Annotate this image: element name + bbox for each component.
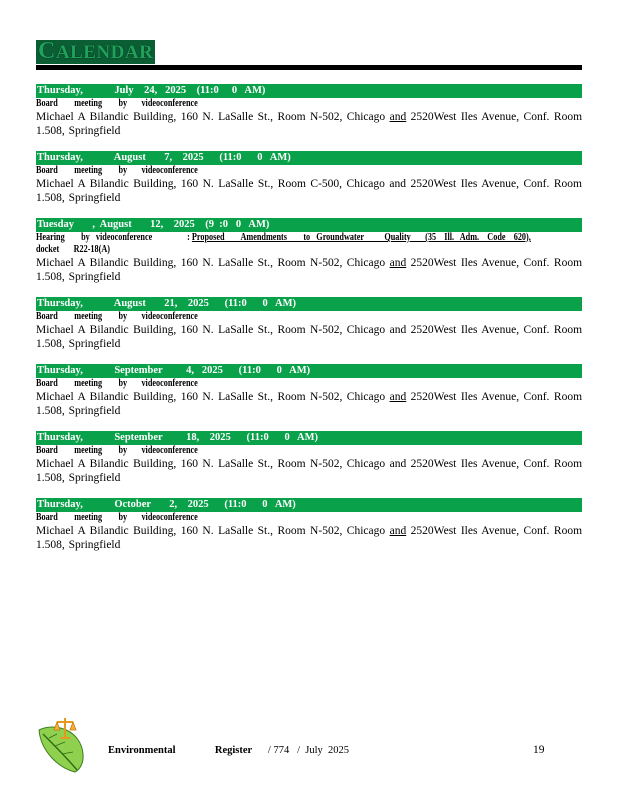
entry-type: Board meeting by videoconference	[36, 378, 198, 389]
entry-date-bar: Thursday, October 2, 2025 (11:0 0 AM)	[36, 498, 582, 512]
hearing-subject-link[interactable]: Proposed Amendments to Groundwater Quality (35 Ill. Adm. Code 620),	[191, 232, 531, 243]
entry-date-bar: Thursday, August 21, 2025 (11:0 0 AM)	[36, 297, 582, 311]
entry-location: Michael A Bilandic Building, 160 N. LaSalle St., Room N-502, Chicago and 2520West Iles Avenue, Conf. Room 1.508, Springfield	[36, 324, 583, 350]
entry-type: Board meeting by videoconference	[36, 512, 198, 523]
entry-location: Michael A Bilandic Building, 160 N. LaSalle St., Room N-502, Chicago and 2520West Iles Avenue, Conf. Room 1.508, Springfield	[36, 458, 583, 484]
entry-location: Michael A Bilandic Building, 160 N. LaSalle St., Room C-500, Chicago and 2520West Iles Avenue, Conf. Room 1.508, Springfield	[36, 178, 582, 204]
calendar-list	[36, 84, 582, 565]
entry-date-bar: Tuesday , August 12, 2025 (9 :0 0 AM)	[36, 218, 582, 232]
entry-date-bar: Thursday, September 18, 2025 (11:0 0 AM)	[36, 431, 582, 445]
title-rule	[36, 65, 582, 70]
calendar-entry	[36, 84, 582, 138]
entry-location: Michael A Bilandic Building, 160 N. LaSalle St., Room N-502, Chicago and 2520West Iles Avenue, Conf. Room 1.508, Springfield	[36, 391, 583, 417]
entry-type: Board meeting by videoconference	[36, 445, 198, 456]
entry-location: Michael A Bilandic Building, 160 N. LaSalle St., Room N-502, Chicago and 2520West Iles Avenue, Conf. Room 1.508, Springfield	[36, 257, 583, 283]
leaf-scales-logo-icon	[35, 716, 87, 774]
entry-type: Board meeting by videoconference	[36, 165, 198, 176]
page-title: CALENDAR	[38, 38, 154, 64]
entry-date-bar: Thursday, July 24, 2025 (11:0 0 AM)	[36, 84, 582, 98]
calendar-entry	[36, 151, 582, 205]
page-number: 19	[533, 744, 545, 756]
entry-docket: docket R22-18(A)	[36, 244, 111, 255]
publication-name: Environmental Register	[108, 745, 253, 756]
entry-date-bar: Thursday, August 7, 2025 (11:0 0 AM)	[36, 151, 582, 165]
entry-location: Michael A Bilandic Building, 160 N. LaSalle St., Room N-502, Chicago and 2520West Iles Avenue, Conf. Room 1.508, Springfield	[36, 111, 583, 137]
issue-info: / 774 / July 2025	[252, 745, 350, 756]
calendar-entry	[36, 364, 582, 418]
calendar-entry	[36, 218, 582, 284]
entry-date-bar: Thursday, September 4, 2025 (11:0 0 AM)	[36, 364, 582, 378]
page-footer	[108, 745, 349, 756]
calendar-entry	[36, 498, 582, 552]
entry-type: Hearing by videoconference : Proposed Amendments to Groundwater Quality (35 Ill. Adm. Code 620),	[36, 232, 531, 243]
entry-location: Michael A Bilandic Building, 160 N. LaSalle St., Room N-502, Chicago and 2520West Iles Avenue, Conf. Room 1.508, Springfield	[36, 525, 583, 551]
calendar-entry	[36, 431, 582, 485]
calendar-entry	[36, 297, 582, 351]
entry-type: Board meeting by videoconference	[36, 98, 198, 109]
entry-type: Board meeting by videoconference	[36, 311, 198, 322]
